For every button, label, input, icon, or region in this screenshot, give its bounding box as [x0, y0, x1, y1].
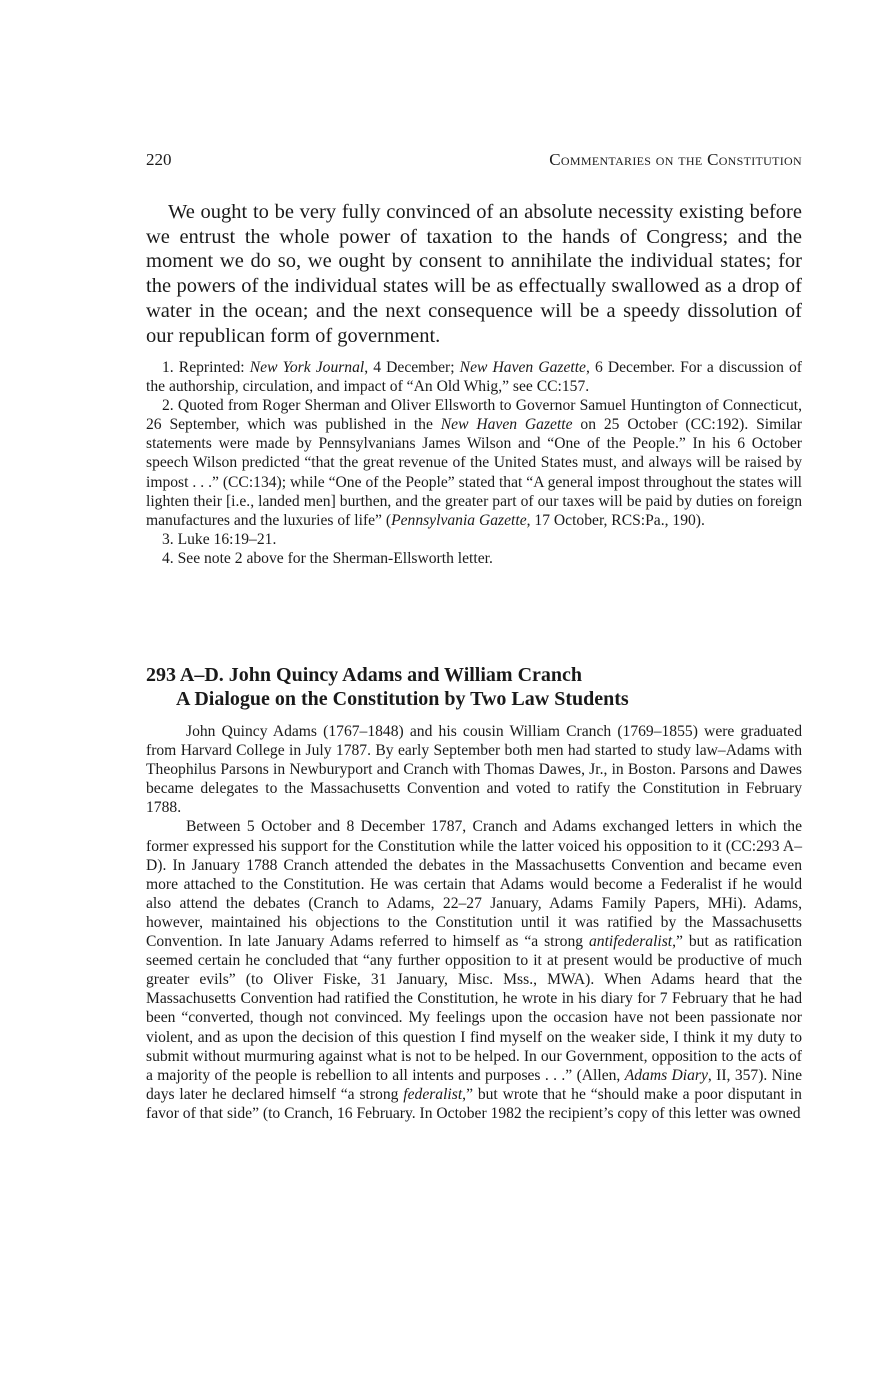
- lead-text: We ought to be very fully convinced of an absolute necessity existing before we entrust the whole power of taxation to the hands of Congress; and the moment we do so, we ought by consent to annihilate the individual states; for the powers of the individual states will be as effectually swallowed as a drop of water in the ocean; and the next consequence will be a speedy dissolution of our republican form of government.: [146, 201, 802, 347]
- footnote-3: 3. Luke 16:19–21.: [162, 530, 277, 548]
- page-number: 220: [146, 150, 172, 169]
- body-paragraph-2: Between 5 October and 8 December 1787, Cranch and Adams exchanged letters in which the former expressed his support for the Constitution while the latter voiced his opposition to it (CC:293 A–D). In January 1788 Cranch attended the debates in the Massachusetts Convention and became even more attached to the Constitution. He was certain that Adams would become a Federalist if he would also attend the debates (Cranch to Adams, 22–27 January, Adams Family Papers, MHi). Adams, however, maintained his objections to the Constitution until it was ratified by the Massachusetts Convention. In late January Adams referred to himself as “a strong antifederalist,” but as ratification seemed certain he concluded that “any further opposition to it at present would be productive of much greater evils” (to Oliver Fiske, 31 January, Misc. Mss., MWA). When Adams heard that the Massachusetts Convention had ratified the Constitution, he wrote in his diary for 7 February that he had been “converted, though not convinced. My feelings upon the occasion have not been passionate nor violent, and as upon the decision of this question I find myself on the weaker side, I think it my duty to submit without murmuring against what is not to be helped. In our Government, opposition to the acts of a majority of the people is rebellion to all intents and purposes . . .” (Allen, Adams Diary, II, 357). Nine days later he declared himself “a strong federalist,” but wrote that he “should make a poor disputant in favor of that side” (to Cranch, 16 February. In October 1982 the recipient’s copy of this letter was owned: [146, 818, 802, 1122]
- section-heading-line-1: 293 A–D. John Quincy Adams and William Cranch: [146, 664, 583, 686]
- section-heading: [146, 663, 802, 711]
- footnote-2: 2. Quoted from Roger Sherman and Oliver Ellsworth to Governor Samuel Huntington of Connecticut, 26 September, which was published in the New Haven Gazette on 25 October (CC:192). Similar statements were made by Pennsylvanians James Wilson and “One of the People.” In his 6 October speech Wilson predicted “that the great revenue of the United States must, and always will be raised by impost . . .” (CC:134); while “One of the People” stated that “A general impost throughout the states will lighten their [i.e., landed men] burthen, and the greater part of our taxes will be paid by duties on foreign manufactures and the luxuries of life” (Pennsylvania Gazette, 17 October, RCS:Pa., 190).: [146, 397, 802, 529]
- footnote-4: 4. See note 2 above for the Sherman-Ellsworth letter.: [162, 549, 493, 567]
- section-heading-line-2: A Dialogue on the Constitution by Two Law Students: [176, 688, 629, 710]
- lead-paragraph: [146, 200, 802, 348]
- footnote-1: 1. Reprinted: New York Journal, 4 December; New Haven Gazette, 6 December. For a discussion of the authorship, circulation, and impact of “An Old Whig,” see CC:157.: [146, 359, 802, 396]
- body-paragraph-1: John Quincy Adams (1767–1848) and his cousin William Cranch (1769–1855) were graduated from Harvard College in July 1787. By early September both men had started to study law–Adams with Theophilus Parsons in Newburyport and Cranch with Thomas Dawes, Jr., in Boston. Parsons and Dawes became delegates to the Massachusetts Convention and voted to ratify the Constitution in February 1788.: [146, 723, 802, 817]
- footnotes: [146, 358, 802, 568]
- running-head: Commentaries on the Constitution: [549, 150, 802, 169]
- section-body: [146, 722, 802, 1123]
